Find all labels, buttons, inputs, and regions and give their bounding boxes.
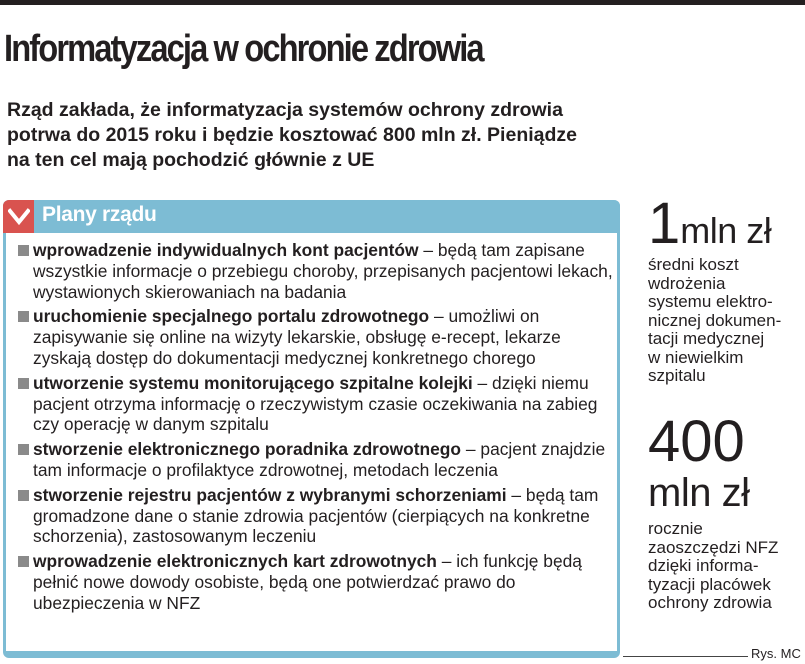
- item-heading: stworzenie elektronicznego poradnika zdrowotnego: [33, 439, 462, 460]
- credit-rule: [623, 656, 748, 657]
- item-text: – dzięki niemu pacjent otrzyma informację o rzeczywistym czasie oczekiwania na zabieg czy operację w danym szpitalu: [33, 372, 598, 435]
- fact-number: 1: [648, 191, 681, 256]
- plans-list: [15, 240, 615, 618]
- plans-title: Plany rządu: [42, 203, 157, 226]
- fact-line: szpitalu: [648, 366, 706, 385]
- fact-line: zaoszczędzi NFZ: [648, 537, 779, 557]
- item-heading: wprowadzenie indywidualnych kont pacjentów: [33, 240, 419, 260]
- fact-line: tyzacji placówek: [648, 574, 771, 594]
- fact-line: rocznie: [648, 519, 703, 538]
- square-bullet-icon: [18, 378, 29, 389]
- check-mark-icon: [3, 200, 34, 233]
- item-text: – ich funkcję będą pełnić nowe dowody osobiste, będą one potwierdzać prawo do ubezpieczenia w NFZ: [33, 551, 582, 613]
- list-item: [15, 439, 615, 481]
- fact-line: wdrożenia: [648, 273, 726, 293]
- item-text: – pacjent znajdzie tam informacje o profilaktyce zdrowotnej, metodach leczenia: [33, 439, 606, 480]
- item-heading: stworzenie rejestru pacjentów z wybranymi schorzeniami: [33, 484, 507, 505]
- lead-line: potrwa do 2015 roku i będzie kosztować 800 mln zł. Pieniądze: [7, 124, 578, 146]
- fact-description-cost: [648, 256, 781, 386]
- list-item: [15, 373, 615, 435]
- fact-line: średni koszt: [648, 255, 739, 274]
- item-heading: utworzenie systemu monitorującego szpitalne kolejki: [33, 372, 473, 393]
- top-rule: [0, 0, 805, 5]
- plans-header: [3, 200, 620, 233]
- list-item: [15, 551, 615, 613]
- fact-line: dzięki informa-: [648, 556, 759, 575]
- list-item: [15, 485, 615, 547]
- lead-line: Rząd zakłada, że informatyzacja systemów ochrony zdrowia: [7, 99, 563, 121]
- list-item: [15, 306, 615, 368]
- fact-figure-cost: [648, 190, 771, 265]
- item-heading: uruchomienie specjalnego portalu zdrowotnego: [33, 306, 430, 327]
- fact-unit-savings: mln zł: [648, 471, 750, 515]
- item-text: – będą tam gromadzone dane o stanie zdrowia pacjentów (cierpiących na konkretne schorzenia), zastosowanym leczeniu: [33, 484, 599, 547]
- fact-line: tacji medycznej: [648, 329, 765, 348]
- lead-paragraph: [7, 98, 707, 173]
- square-bullet-icon: [18, 556, 29, 567]
- fact-line: w niewielkim: [648, 347, 744, 367]
- square-bullet-icon: [18, 490, 29, 501]
- fact-line: ochrony zdrowia: [648, 593, 772, 612]
- list-item: [15, 240, 615, 302]
- fact-line: nicznej dokumen-: [648, 310, 782, 330]
- square-bullet-icon: [18, 444, 29, 455]
- item-text: – umożliwi on zapisywanie się online na wizyty lekarskie, obsługę e-recept, lekarze zyskają dostęp do dokumentacji medycznej konkretnego chorego: [33, 306, 561, 368]
- lead-line: na ten cel mają pochodzić głównie z UE: [7, 149, 375, 171]
- square-bullet-icon: [18, 311, 29, 322]
- fact-number-savings: 400: [648, 409, 745, 474]
- item-text: – będą tam zapisane wszystkie informacje o przebiegu choroby, przepisanych pacjentowi lekach, wystawionych skierowaniach na badania: [33, 240, 613, 302]
- plans-box: [3, 200, 620, 658]
- item-heading: wprowadzenie elektronicznych kart zdrowotnych: [33, 551, 437, 572]
- fact-description-savings: [648, 520, 778, 613]
- page-title: Informatyzacja w ochronie zdrowia: [4, 28, 483, 70]
- fact-unit: mln zł: [680, 210, 772, 251]
- credit: Rys. MC: [751, 646, 801, 661]
- square-bullet-icon: [18, 245, 29, 256]
- fact-line: systemu elektro-: [648, 292, 773, 311]
